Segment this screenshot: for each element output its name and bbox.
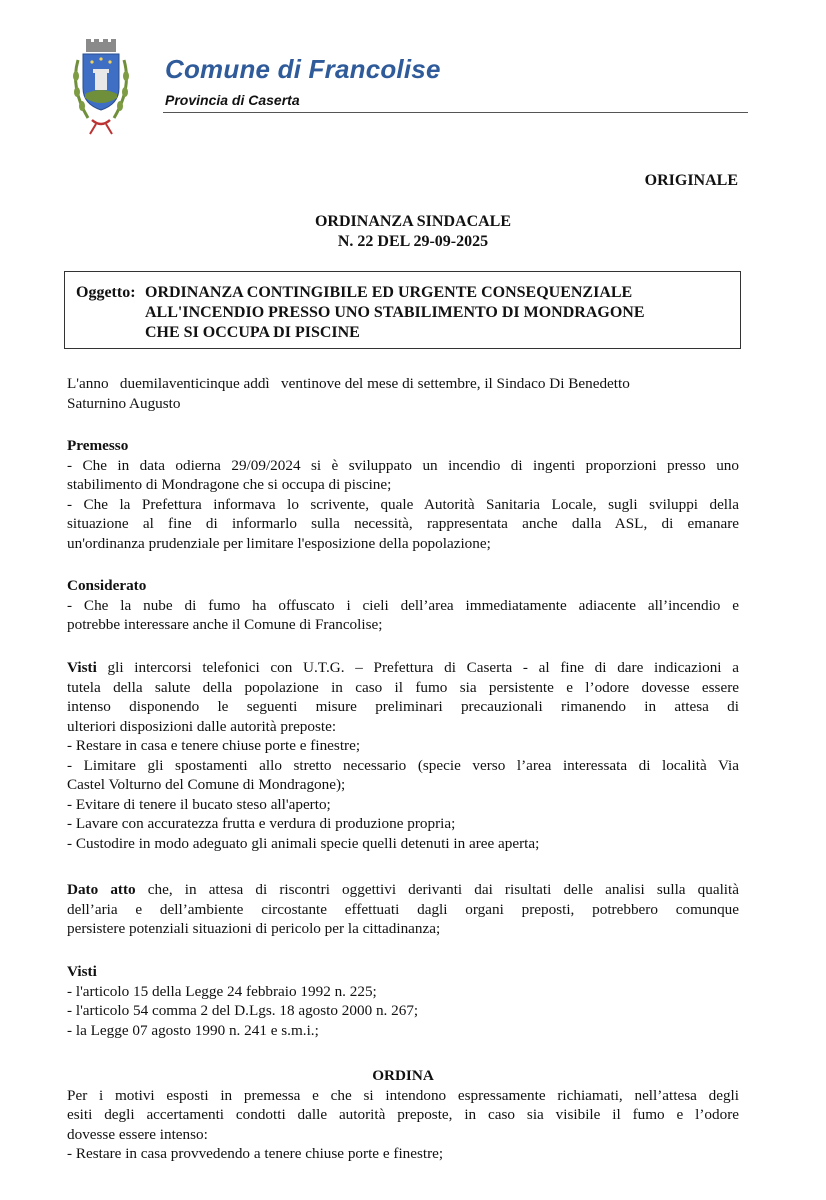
intro-line: Saturnino Augusto [67,394,181,412]
province-subtitle: Provincia di Caserta [165,92,300,108]
subject-line: CHE SI OCCUPA DI PISCINE [145,324,360,341]
document-status: ORIGINALE [644,172,738,189]
premesso-heading: Premesso [67,437,129,454]
visti-law-section [67,962,739,1040]
considerato-line: potrebbe interessare anche il Comune di Francolise; [67,616,383,633]
ordina-line: Per i motivi esposti in premessa e che si intendono espressamente richiamati, nell’attesa degli [67,1086,739,1104]
subject-line: ALL'INCENDIO PRESSO UNO STABILIMENTO DI MONDRAGONE [145,304,645,321]
visti-line: intenso disponendo le seguenti misure preliminari precauzionali rimanendo in attesa di [67,698,739,715]
ordina-line: - Restare in casa provvedendo a tenere chiuse porte e finestre; [67,1145,444,1162]
municipality-title: Comune di Francolise [165,54,441,84]
premesso-section [67,436,739,553]
visti-line: - Limitare gli spostamenti allo stretto necessario (specie verso l’area interessata di località Via [67,756,739,774]
visti-first-line [67,658,739,678]
visti-label: Visti [67,659,97,676]
ordina-heading: ORDINA [372,1067,434,1084]
visti-line: - Lavare con accuratezza frutta e verdura di produzione propria; [67,815,456,832]
considerato-section [67,576,739,635]
ordina-line: esiti degli accertamenti condotti dalle autorità preposte, in caso sia visibile il fumo e l’odore [67,1106,739,1123]
visti-line: Castel Volturno del Comune di Mondragone); [67,776,346,793]
premesso-line: stabilimento di Mondragone che si occupa di piscine; [67,476,392,493]
visti-law-line: - l'articolo 54 comma 2 del D.Lgs. 18 agosto 2000 n. 267; [67,1002,419,1019]
considerato-heading: Considerato [67,577,147,594]
ordina-line: dovesse essere intenso: [67,1125,208,1143]
header-divider [163,112,748,113]
municipal-crest-icon [66,38,136,138]
visti-line: ulteriori disposizioni dalle autorità preposte: [67,717,337,735]
premesso-line: un'ordinanza prudenziale per limitare l'esposizione della popolazione; [67,534,491,552]
intro-line: L'anno duemilaventicinque addì ventinove del mese di settembre, il Sindaco Di Benedetto [67,375,630,392]
dato-atto-section [67,880,739,939]
visti-law-heading: Visti [67,963,97,980]
considerato-line: - Che la nube di fumo ha offuscato i cieli dell’area immediatamente adiacente all’incendio e [67,596,739,614]
visti-line: - Restare in casa e tenere chiuse porte e finestre; [67,737,361,754]
dato-atto-first-line [67,880,739,900]
premesso-line: situazione al fine di informarlo sulla necessità, rappresentata anche dalla ASL, di emanare [67,515,739,532]
subject-label: Oggetto: [76,284,136,301]
ordinance-number: N. 22 DEL 29-09-2025 [337,233,489,250]
dato-atto-label: Dato atto [67,881,136,898]
dato-atto-line: persistere potenziali situazioni di pericolo per la cittadinanza; [67,920,441,937]
ordinance-title: ORDINANZA SINDACALE [314,213,512,230]
ordina-section [67,1066,739,1164]
subject-text [145,283,644,343]
visti-line: - Custodire in modo adeguato gli animali specie quelli detenuti in aree aperta; [67,834,540,852]
premesso-line: - Che in data odierna 29/09/2024 si è sviluppato un incendio di ingenti proporzioni presso uno [67,456,739,474]
premesso-line: - Che la Prefettura informava lo scrivente, quale Autorità Sanitaria Locale, sugli sviluppi della [67,495,739,513]
visti-law-line: - la Legge 07 agosto 1990 n. 241 e s.m.i.; [67,1021,319,1039]
visti-law-line: - l'articolo 15 della Legge 24 febbraio 1992 n. 225; [67,982,377,1000]
visti-first-text: gli intercorsi telefonici con U.T.G. – Prefettura di Caserta - al fine di dare indicazioni a [96,659,739,676]
dato-atto-first-text: che, in attesa di riscontri oggettivi derivanti dai risultati delle analisi sulla qualità [135,881,739,898]
visti-line: - Evitare di tenere il bucato steso all'aperto; [67,795,331,813]
visti-line: tutela della salute della popolazione in caso il fumo sia persistente e l’odore dovesse essere [67,678,739,696]
intro-paragraph [67,374,739,413]
dato-atto-line: dell’aria e dell’ambiente circostante effettuati dagli organi preposti, potrebbero comunque [67,900,739,918]
subject-line: ORDINANZA CONTINGIBILE ED URGENTE CONSEQUENZIALE [145,284,633,301]
visti-section [67,658,739,853]
